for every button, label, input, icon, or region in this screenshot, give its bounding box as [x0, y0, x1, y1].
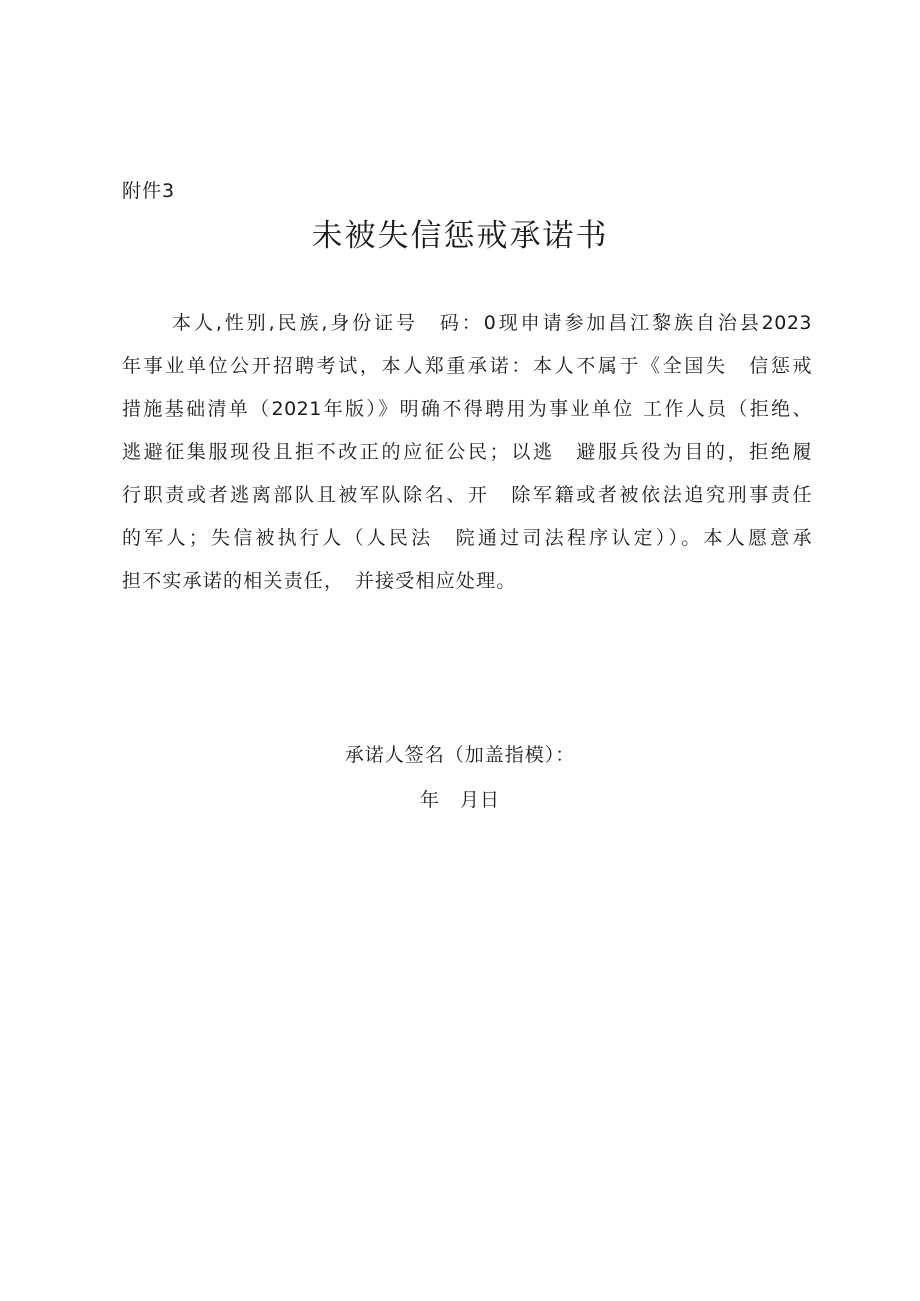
signature-label: 承诺人签名（加盖指模）： [344, 744, 576, 766]
body-line-5: 行职责或者逃离部队且被军队除名、开 除军籍或者被依法追究刑事责任 [122, 484, 812, 506]
body-line-7: 担不实承诺的相关责任， 并接受相应处理。 [122, 570, 517, 592]
attachment-label: 附件3 [122, 180, 176, 202]
document-title: 未被失信惩戒承诺书 [311, 218, 609, 254]
body-line-6: 的军人；失信被执行人（人民法 院通过司法程序认定））。本人愿意承 [122, 527, 812, 549]
body-line-4: 逃避征集服现役且拒不改正的应征公民；以逃 避服兵役为目的，拒绝履 [122, 441, 812, 463]
body-line-2: 年事业单位公开招聘考试，本人郑重承诺：本人不属于《全国失 信惩戒 [122, 355, 812, 377]
body-line-1: 本人,性别,民族,身份证号 码：0现申请参加昌江黎族自治县2023 [172, 312, 812, 334]
date-label: 年 月日 [419, 789, 500, 811]
body-line-3: 措施基础清单（2021年版）》明确不得聘用为事业单位 工作人员（拒绝、 [122, 398, 812, 420]
